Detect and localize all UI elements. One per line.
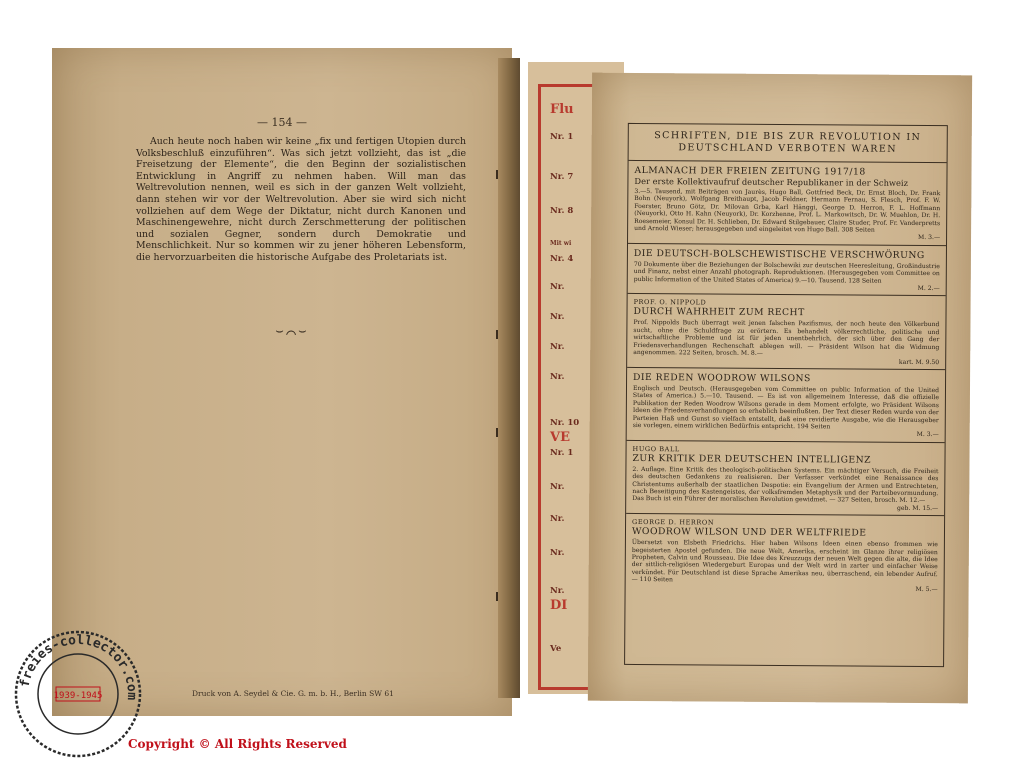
entry-description: 2. Auflage. Eine Kritik des theologisch-politischen Systems. Ein mächtiger Versuch, die Freiheit des deutschen Gedankens zu realisieren. Der Verfasser verkündet eine Renaissance des Christentums außerhalb der staatlichen Despotie: ein Evangelium der Armen und Entrechteten, nach Beseitigung des Kastengeistes, der volksfremden Metaphysik und der Parteibevormundung. Das Buch ist ein Führer der moralischen Revolution gewidmet. — 327 Seiten, brosch. M. 12.— xyxy=(632,465,939,505)
fragment-text: Nr. xyxy=(550,514,565,524)
catalog-entry xyxy=(628,161,947,246)
fragment-text: Nr. 1 xyxy=(550,448,574,458)
left-page xyxy=(52,48,512,716)
fragment-text: VE xyxy=(550,430,570,445)
entry-description: 70 Dokumente über die Beziehungen der Bolschewiki zur deutschen Heeresleitung, Großindustrie und Finanz, nebst einer Anzahl photograph. Reproduktionen. (Herausgegeben vom Committee on public Information of the United States of America) 9.—10. Tausend. 128 Seiten xyxy=(633,260,940,285)
entry-author: GEORGE D. HERRON xyxy=(632,518,715,527)
entry-title: DURCH WAHRHEIT ZUM RECHT xyxy=(633,306,805,319)
fragment-text: Nr. xyxy=(550,482,565,492)
fragment-text: Nr. 7 xyxy=(550,172,574,182)
fragment-text: Nr. 8 xyxy=(550,206,574,216)
catalog-entry xyxy=(626,441,945,517)
entry-price: M. 3.— xyxy=(916,431,939,439)
entry-subtitle: Der erste Kollektivaufruf deutscher Republikaner in der Schweiz xyxy=(634,175,909,188)
page-number: — 154 — xyxy=(257,116,307,129)
entry-description: 3.—5. Tausend, mit Beiträgen von Jaurès, Hugo Ball, Gottfried Beck, Dr. Ernst Bloch, Dr. Frank Bohn (Neuyork), Wolfgang Breithaupt, Jacob Feldner, Hermann Fernau, S. Flesch, Prof. F. W. Foerster, Bruno Götz, Dr. Milovan Grba, Karl Hänggi, George D. Herron, F. L. Hoffmann (Neuyork), Otto H. Kahn (Neuyork), Dr. Korzhenne, Prof. L. Markowitsch, Dr. W. Muehlon, Dr. H. Roesemeier, Konsul Dr. H. Schlieben, Dr. Edward Stilgebauer, Claire Studer, Prof. Fr. Vanderpretts und Arnold Wieser; herausgegeben und eingeleitet von Hugo Ball. 308 Seiten xyxy=(634,187,941,234)
fragment-text: Nr. xyxy=(550,282,565,292)
watermark-text: freies-collector.com xyxy=(17,632,140,701)
catalog-entry xyxy=(628,244,946,297)
page-body-text: Auch heute noch haben wir keine „fix und fertigen Utopien durch Volksbeschluß einzuführen“. Was sich jetzt vollzieht, das ist „die Freisetzung der Elemente“, die den Beginn der sozialistischen Entwicklung in Angriff zu nehmen haben. Will man das Weltrevolution nennen, weil es sich in der ganzen Welt vollzieht, dann stehen wir vor der Weltrevolution. Aber sie wird sich nicht vollziehen auf dem Wege der Diktatur, nicht durch Kanonen und Maschinengewehre, nicht durch Zerschmetterung der politischen und sozialen Gegner, sondern durch Demokratie und Menschlichkeit. Nur so kommen wir zu jener höheren Lebensform, die hervorzuarbeiten die historische Aufgabe des Proletariats ist. xyxy=(136,136,466,263)
fragment-text: Mit wi xyxy=(550,240,572,247)
fragment-text: Nr. xyxy=(550,312,565,322)
book-spine xyxy=(498,58,520,698)
entry-title: ZUR KRITIK DER DEUTSCHEN INTELLIGENZ xyxy=(632,452,872,466)
catalog-entry xyxy=(626,514,945,596)
watermark-stamp xyxy=(10,626,146,762)
entry-title: WOODROW WILSON UND DER WELTFRIEDE xyxy=(631,526,867,539)
ornament-divider: ⌣⌒⌣ xyxy=(275,324,309,339)
entry-title: DIE DEUTSCH-BOLSCHEWISTISCHE VERSCHWÖRUNG xyxy=(633,247,925,261)
fragment-text: Nr. xyxy=(550,372,565,382)
fragment-text: Ve xyxy=(550,644,562,654)
fragment-text: Flu xyxy=(550,102,574,117)
catalog-heading: SCHRIFTEN, DIE BIS ZUR REVOLUTION IN DEUTSCHLAND VERBOTEN WAREN xyxy=(629,124,947,163)
copyright-notice: Copyright © All Rights Reserved xyxy=(128,737,347,751)
entry-price: M. 2.— xyxy=(917,285,940,293)
entry-title: DIE REDEN WOODROW WILSONS xyxy=(633,371,811,385)
entry-author: HUGO BALL xyxy=(632,444,680,454)
entry-description: Englisch und Deutsch. (Herausgegeben vom Committee on public Information of the United States of America.) 5.—10. Tausend. — Es ist von allgemeinem Interesse, daß die offizielle Publikation der Reden Woodrow Wilsons gerade in dem Moment erfolgte, wo Präsident Wilsons Ideen die Friedensverhandlungen so erheblich beeinflußten. Der Text dieser Reden wurde von der Parteien Haß und Gunst so vielfach entstellt, daß eine revidierte Ausgabe, wie die Herausgeber sie vorlegen, einem wirklichen Bedürfnis entspricht. 194 Seiten xyxy=(632,384,940,431)
entry-price: geb. M. 15.— xyxy=(896,504,939,512)
catalog-entry xyxy=(627,294,946,370)
entry-author: PROF. O. NIPPOLD xyxy=(633,298,707,307)
right-page xyxy=(588,73,972,704)
entry-price: M. 5.— xyxy=(915,585,938,593)
entry-description: Prof. Nippolds Buch überragt weit jenen falschen Pazifismus, der noch heute den Völkerbund sucht, ohne die Schuldfrage zu erörtern. Es behandelt völkerrechtliche, politische und wirtschaftliche Probleme und ist für jeden unentbehrlich, der sich über den Gang der Friedensverhandlungen Rechenschaft ablegen will. — Präsident Wilson hat die Widmung angenommen. 222 Seiten, brosch. M. 8.— xyxy=(633,319,940,357)
fragment-text: DI xyxy=(550,598,568,613)
entry-title: ALMANACH DER FREIEN ZEITUNG 1917/18 xyxy=(634,164,866,178)
fragment-text: Nr. 10 xyxy=(550,418,580,428)
fragment-text: Nr. 4 xyxy=(550,254,574,264)
advertisement-catalog xyxy=(624,123,948,667)
fragment-text: Nr. xyxy=(550,548,565,558)
fragment-text: Nr. xyxy=(550,342,565,352)
catalog-entry xyxy=(627,368,946,443)
entry-description: Übersetzt von Elsbeth Friedrichs. Hier haben Wilsons Ideen einen ebenso frommen wie begeisterten Apostel gefunden. Die neue Welt, Amerika, erscheint im Glanze ihrer religiösen Propheten, Calvin und Rousseau. Die Idee des Kreuzzugs der neuen Welt gegen die alte, die Idee der sittlich-religiösen Wiedergeburt Europas und der Welt wird in zarter und einfacher Weise verkündet. Für Deutschland ist diese Sprache Amerikas neu, überraschend, ein lebender Aufruf. — 110 Seiten xyxy=(631,539,938,584)
printer-imprint: Druck von A. Seydel & Cie. G. m. b. H., Berlin SW 61 xyxy=(192,689,394,698)
fragment-text: Nr. xyxy=(550,586,565,596)
entry-price: M. 3.— xyxy=(917,234,941,242)
entry-price: kart. M. 9.50 xyxy=(898,358,940,366)
fragment-text: Nr. 1 xyxy=(550,132,574,142)
stamp-badge-text: 1939-1945 xyxy=(53,691,103,701)
